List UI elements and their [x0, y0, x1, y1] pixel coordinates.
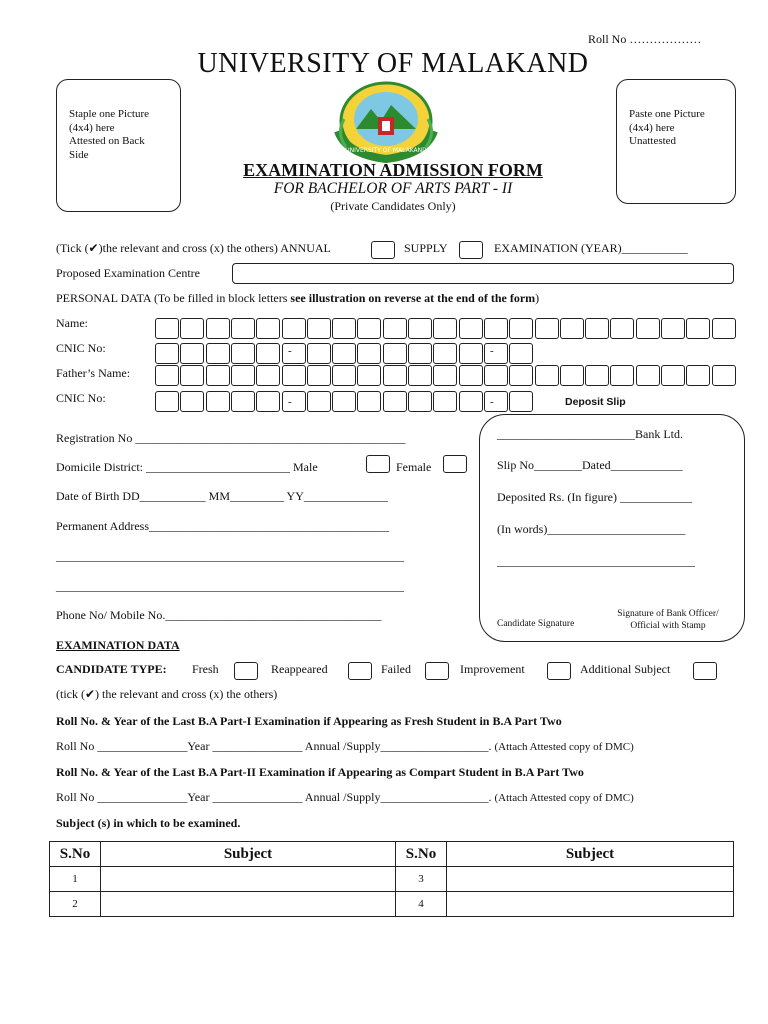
centre-input[interactable] [232, 263, 734, 284]
letter-box[interactable] [357, 365, 381, 386]
university-logo [326, 79, 446, 163]
table-row [50, 892, 734, 917]
reappeared-checkbox[interactable] [348, 662, 372, 680]
letter-box[interactable] [459, 391, 483, 412]
domicile-field[interactable]: Domicile District: ________________________ Male [56, 460, 318, 474]
letter-box[interactable] [636, 365, 660, 386]
letter-box[interactable] [332, 318, 356, 339]
heading-bold-text: see illustration on reverse at the end of the form [290, 291, 536, 305]
letter-box[interactable] [459, 343, 483, 364]
letter-box[interactable] [307, 343, 331, 364]
words-field[interactable]: (In words)_______________________ [497, 522, 686, 536]
improvement-label: Improvement [460, 662, 525, 676]
letter-box[interactable] [256, 391, 280, 412]
letter-box[interactable] [357, 343, 381, 364]
letter-box[interactable] [282, 365, 306, 386]
roll-line-text: Roll No _______________Year _______________ Annual /Supply__________________. [56, 790, 495, 804]
letter-box[interactable] [307, 365, 331, 386]
heading-text: PERSONAL DATA (To be filled in block letters [56, 291, 291, 305]
picture-left-line: Staple one Picture [69, 108, 150, 120]
letter-box[interactable] [307, 318, 331, 339]
improvement-checkbox[interactable] [547, 662, 571, 680]
sno-cell: 1 [50, 867, 101, 892]
slip-field[interactable]: Slip No________Dated____________ [497, 458, 683, 472]
letter-box[interactable] [231, 343, 255, 364]
roll-line-note: (Attach Attested copy of DMC) [494, 792, 634, 804]
picture-left-line: Side [69, 148, 89, 161]
tick-note: (tick (✔) the relevant and cross (x) the others) [56, 687, 278, 701]
address-line[interactable]: __________________________________________________________ [56, 579, 404, 593]
letter-box[interactable] [484, 365, 508, 386]
university-title: UNIVERSITY OF MALAKAND [197, 48, 589, 79]
name-label: Name: [56, 316, 88, 330]
additional-subject-label: Additional Subject [580, 662, 671, 676]
picture-right-line: (4x4) here [629, 121, 675, 134]
letter-box[interactable] [206, 365, 230, 386]
subject-cell[interactable] [447, 892, 734, 917]
letter-box[interactable] [560, 318, 584, 339]
letter-box[interactable] [282, 391, 306, 412]
subjects-heading: Subject (s) in which to be examined. [56, 816, 241, 830]
subjects-table [49, 841, 734, 917]
cnic-label: CNIC No: [56, 341, 106, 355]
annual-checkbox[interactable] [371, 241, 395, 259]
candidate-type-label: CANDIDATE TYPE: [56, 662, 167, 676]
officer-sig-line: Signature of Bank Officer/ [617, 609, 719, 619]
cnic-dash: - [490, 396, 494, 408]
registration-field[interactable]: Registration No _____________________________________________ [56, 431, 406, 445]
roll-line-text: Roll No _______________Year _______________ Annual /Supply__________________. [56, 739, 495, 753]
fresh-checkbox[interactable] [234, 662, 258, 680]
letter-box[interactable] [155, 391, 179, 412]
letter-box[interactable] [383, 318, 407, 339]
letter-box[interactable] [357, 391, 381, 412]
cnic-dash: - [490, 345, 494, 357]
table-header: S.No [396, 842, 447, 867]
letter-box[interactable] [282, 318, 306, 339]
letter-box[interactable] [585, 365, 609, 386]
letter-box[interactable] [180, 365, 204, 386]
bank-field[interactable]: _______________________Bank Ltd. [497, 427, 683, 441]
letter-box[interactable] [484, 343, 508, 364]
letter-box[interactable] [206, 391, 230, 412]
picture-left-line: Attested on Back [69, 135, 145, 147]
letter-box[interactable] [560, 365, 584, 386]
letter-box[interactable] [610, 365, 634, 386]
sno-cell: 2 [50, 892, 101, 917]
subject-cell[interactable] [101, 892, 396, 917]
letter-box[interactable] [231, 365, 255, 386]
letter-box[interactable] [332, 343, 356, 364]
cnic-dash: - [288, 396, 292, 408]
bank-officer-signature [604, 608, 732, 632]
cnic-dash: - [288, 345, 292, 357]
subject-cell[interactable] [447, 867, 734, 892]
letter-box[interactable] [282, 343, 306, 364]
form-title: EXAMINATION ADMISSION FORM [243, 160, 543, 180]
letter-box[interactable] [661, 365, 685, 386]
letter-box[interactable] [686, 318, 710, 339]
letter-box[interactable] [155, 318, 179, 339]
failed-label: Failed [381, 662, 411, 676]
letter-box[interactable] [408, 343, 432, 364]
logo-text: UNIVERSITY OF MALAKAND [345, 147, 427, 154]
candidate-signature: Candidate Signature [497, 619, 575, 629]
father-name-label: Father’s Name: [56, 366, 131, 380]
part1-heading: Roll No. & Year of the Last B.A Part-I Examination if Appearing as Fresh Student in B.A Part Two [56, 714, 562, 728]
sno-cell: 4 [396, 892, 447, 917]
heading-close: ) [535, 291, 540, 305]
form-subtitle: FOR BACHELOR OF ARTS PART - II [273, 180, 513, 197]
letter-box[interactable] [180, 391, 204, 412]
table-header: Subject [447, 842, 734, 867]
letter-box[interactable] [155, 365, 179, 386]
letter-box[interactable] [509, 365, 533, 386]
letter-box[interactable] [509, 318, 533, 339]
exam-type-instruction: (Tick (✔)the relevant and cross (x) the others) ANNUAL [56, 241, 331, 255]
letter-box[interactable] [712, 318, 736, 339]
address-field[interactable]: Permanent Address________________________________________ [56, 519, 389, 533]
letter-box[interactable] [535, 365, 559, 386]
additional-subject-checkbox[interactable] [693, 662, 717, 680]
letter-box[interactable] [383, 391, 407, 412]
letter-box[interactable] [180, 318, 204, 339]
letter-box[interactable] [256, 318, 280, 339]
father-cnic-label: CNIC No: [56, 391, 106, 405]
picture-right-line: Paste one Picture [629, 108, 705, 120]
letter-box[interactable] [686, 365, 710, 386]
female-checkbox[interactable] [443, 455, 467, 473]
letter-box[interactable] [509, 391, 533, 412]
letter-box[interactable] [459, 318, 483, 339]
letter-box[interactable] [610, 318, 634, 339]
letter-box[interactable] [484, 318, 508, 339]
exam-data-heading: EXAMINATION DATA [56, 638, 180, 652]
deposited-field[interactable]: Deposited Rs. (In figure) ____________ [497, 490, 692, 504]
letter-box[interactable] [433, 343, 457, 364]
letter-box[interactable] [408, 318, 432, 339]
letter-box[interactable] [357, 318, 381, 339]
letter-box[interactable] [408, 391, 432, 412]
letter-box[interactable] [484, 391, 508, 412]
letter-box[interactable] [307, 391, 331, 412]
sno-cell: 3 [396, 867, 447, 892]
letter-box[interactable] [535, 318, 559, 339]
form-note: (Private Candidates Only) [330, 199, 456, 213]
roll-no-label: Roll No ……………… [588, 32, 702, 46]
letter-box[interactable] [585, 318, 609, 339]
deposit-blank-line[interactable]: _________________________________ [497, 554, 695, 568]
failed-checkbox[interactable] [425, 662, 449, 680]
reappeared-label: Reappeared [271, 662, 328, 676]
letter-box[interactable] [231, 318, 255, 339]
supply-checkbox[interactable] [459, 241, 483, 259]
dob-field[interactable]: Date of Birth DD___________ MM_________ YY______________ [56, 489, 388, 503]
letter-box[interactable] [206, 343, 230, 364]
deposit-slip-box [479, 414, 745, 642]
part1-roll-line[interactable] [56, 739, 634, 754]
female-label: Female [396, 460, 432, 474]
table-header: Subject [101, 842, 396, 867]
letter-box[interactable] [155, 343, 179, 364]
letter-box[interactable] [332, 365, 356, 386]
letter-box[interactable] [231, 391, 255, 412]
exam-year-field[interactable]: EXAMINATION (YEAR)___________ [494, 241, 688, 255]
table-row [50, 867, 734, 892]
male-checkbox[interactable] [366, 455, 390, 473]
letter-box[interactable] [661, 318, 685, 339]
letter-box[interactable] [180, 343, 204, 364]
letter-box[interactable] [433, 391, 457, 412]
letter-box[interactable] [256, 365, 280, 386]
letter-box[interactable] [383, 343, 407, 364]
picture-right-line: Unattested [629, 135, 677, 147]
letter-box[interactable] [433, 365, 457, 386]
picture-left-line: (4x4) here [69, 121, 115, 134]
letter-box[interactable] [459, 365, 483, 386]
part2-roll-line[interactable] [56, 790, 634, 805]
supply-label: SUPPLY [404, 241, 448, 255]
personal-data-heading [56, 291, 539, 306]
letter-box[interactable] [509, 343, 533, 364]
letter-box[interactable] [408, 365, 432, 386]
subject-cell[interactable] [101, 867, 396, 892]
table-header: S.No [50, 842, 101, 867]
letter-box[interactable] [433, 318, 457, 339]
letter-box[interactable] [383, 365, 407, 386]
centre-label: Proposed Examination Centre [56, 266, 200, 280]
officer-sig-line: Official with Stamp [630, 621, 706, 631]
letter-box[interactable] [636, 318, 660, 339]
roll-line-note: (Attach Attested copy of DMC) [494, 741, 634, 753]
fresh-label: Fresh [192, 662, 219, 676]
address-line[interactable]: __________________________________________________________ [56, 549, 404, 563]
letter-box[interactable] [332, 391, 356, 412]
deposit-slip-title: Deposit Slip [565, 396, 626, 408]
letter-box[interactable] [712, 365, 736, 386]
phone-field[interactable]: Phone No/ Mobile No.____________________________________ [56, 608, 382, 622]
part2-heading: Roll No. & Year of the Last B.A Part-II Examination if Appearing as Compart Student in B.A Part Two [56, 765, 584, 779]
letter-box[interactable] [256, 343, 280, 364]
letter-box[interactable] [206, 318, 230, 339]
